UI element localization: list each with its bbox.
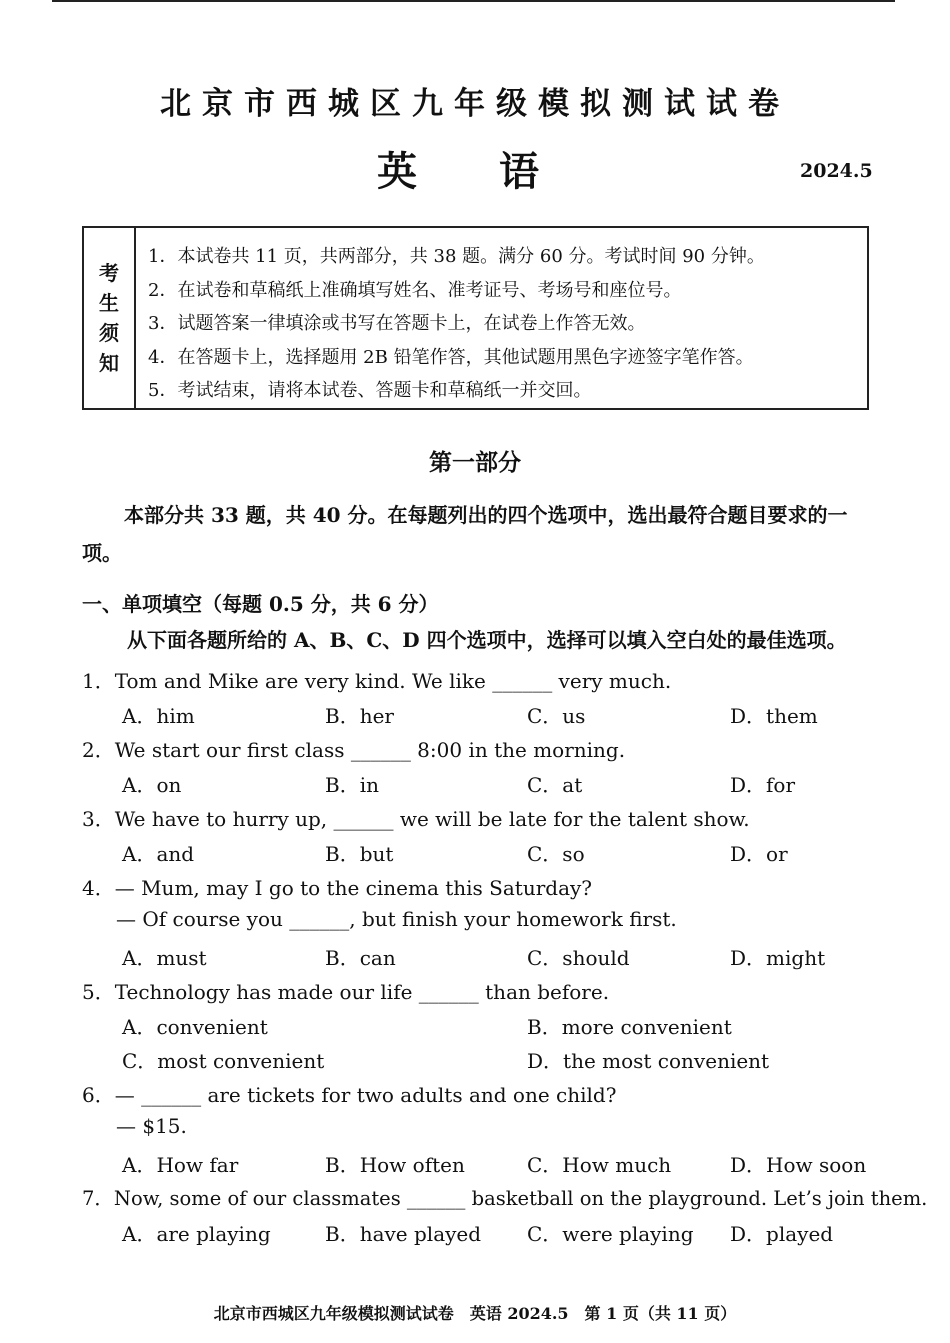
option-c: C．should [527, 946, 630, 970]
option-b: B．How often [325, 1153, 465, 1177]
option-c: C．most convenient [122, 1049, 325, 1073]
notice-label-char: 生 [99, 291, 119, 315]
page-footer: 北京市西城区九年级模拟测试试卷 英语 2024.5 第 1 页（共 11 页） [213, 1304, 737, 1323]
option-c: C．so [527, 842, 585, 866]
question-stem-reply: — Of course you ______, but finish your homework first. [116, 907, 677, 931]
notice-label-char: 考 [99, 261, 119, 285]
option-b: B．more convenient [527, 1015, 732, 1039]
option-d: D．How soon [730, 1153, 867, 1177]
notice-item: 3．试题答案一律填涂或书写在答题卡上，在试卷上作答无效。 [148, 313, 646, 334]
candidate-notice-box [82, 226, 869, 410]
notice-item: 1．本试卷共 11 页，共两部分，共 38 题。满分 60 分。考试时间 90 分钟。 [148, 246, 765, 267]
option-a: A．must [122, 946, 207, 970]
option-a: A．and [122, 842, 195, 866]
option-b: B．but [325, 842, 394, 866]
notice-label-char: 须 [99, 321, 119, 345]
option-b: B．have played [325, 1222, 482, 1246]
notice-list [136, 228, 867, 408]
section-heading: 一、单项填空（每题 0.5 分，共 6 分） [82, 592, 439, 616]
option-b: B．can [325, 946, 396, 970]
option-a: A．How far [122, 1153, 239, 1177]
option-c: C．How much [527, 1153, 672, 1177]
question-stem: 2．We start our first class ______ 8:00 in the morning. [82, 738, 626, 762]
top-rule [52, 0, 895, 2]
question-stem: 4．— Mum, may I go to the cinema this Saturday? [82, 876, 593, 900]
option-d: D．might [730, 946, 826, 970]
option-a: A．are playing [122, 1222, 271, 1246]
option-a: A．on [122, 773, 182, 797]
section-instruction: 从下面各题所给的 A、B、C、D 四个选项中，选择可以填入空白处的最佳选项。 [127, 628, 847, 652]
question-stem: 1．Tom and Mike are very kind. We like ______ very much. [82, 669, 672, 693]
notice-item: 5．考试结束，请将本试卷、答题卡和草稿纸一并交回。 [148, 380, 592, 401]
notice-item: 4．在答题卡上，选择题用 2B 铅笔作答，其他试题用黑色字迹签字笔作答。 [148, 346, 754, 368]
option-d: D．or [730, 842, 788, 866]
option-d: D．for [730, 773, 796, 797]
option-d: D．played [730, 1222, 834, 1246]
question-stem: 6．— ______ are tickets for two adults and one child? [82, 1083, 617, 1107]
notice-label-char: 知 [99, 351, 119, 375]
option-b: B．in [325, 773, 379, 797]
exam-title: 北京市西城区九年级模拟测试试卷 [160, 86, 790, 122]
option-c: C．were playing [527, 1222, 694, 1246]
question-stem: 3．We have to hurry up, ______ we will be late for the talent show. [82, 807, 750, 831]
part-intro: 本部分共 33 题，共 40 分。在每题列出的四个选项中，选出最符合题目要求的一项。 [82, 503, 848, 565]
subject-title: 英 语 [377, 148, 573, 195]
option-a: A．convenient [122, 1015, 268, 1039]
question-stem: 7．Now, some of our classmates ______ basketball on the playground. Let’s join them. [82, 1187, 928, 1210]
option-d: D．the most convenient [527, 1049, 770, 1073]
option-c: C．at [527, 773, 583, 797]
question-stem: 5．Technology has made our life ______ than before. [82, 980, 610, 1004]
option-a: A．him [122, 704, 195, 728]
option-b: B．her [325, 704, 394, 728]
question-stem-reply: — $15. [116, 1114, 187, 1138]
option-c: C．us [527, 704, 586, 728]
notice-item: 2．在试卷和草稿纸上准确填写姓名、准考证号、考场号和座位号。 [148, 279, 682, 301]
part-title: 第一部分 [429, 449, 521, 476]
notice-label [84, 228, 136, 408]
option-d: D．them [730, 704, 818, 728]
exam-date: 2024.5 [800, 160, 873, 182]
